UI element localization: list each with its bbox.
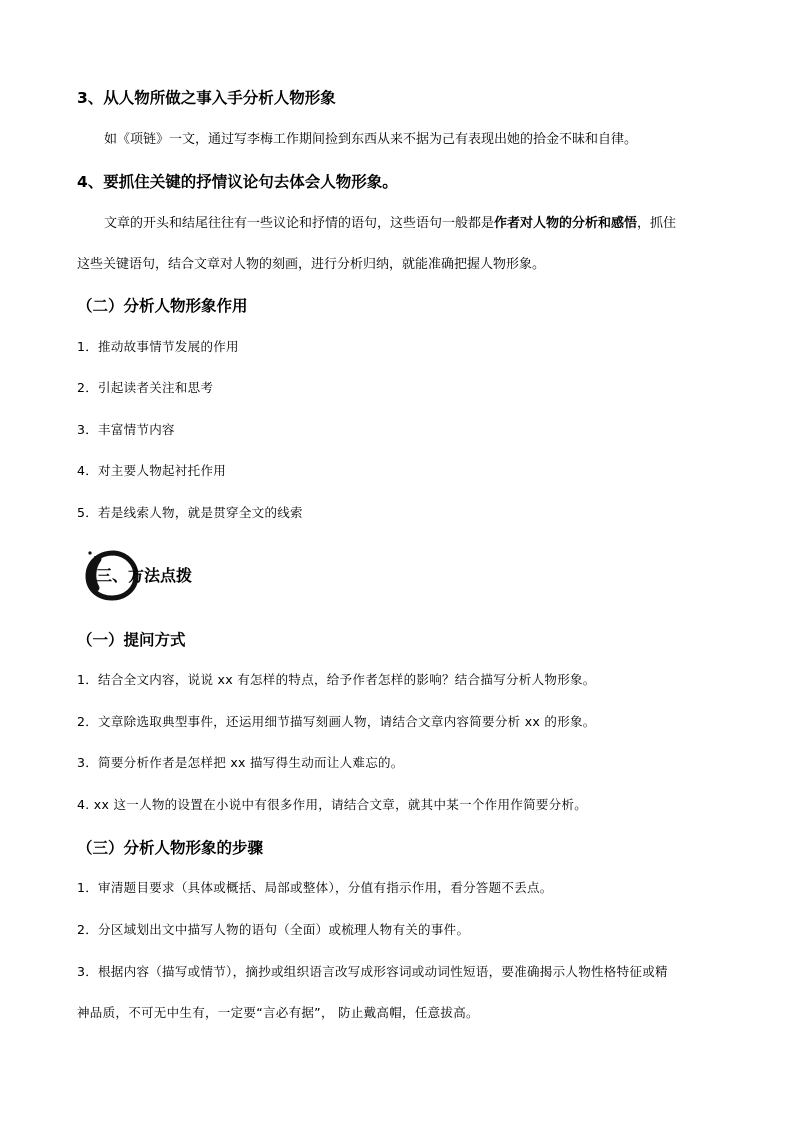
step-item-continuation: 神品质，不可无中生有，一定要“言必有据”， 防止戴高帽，任意拔高。 — [77, 1005, 479, 1020]
section4-line1-bold: 作者对人物的分析和感悟 — [494, 216, 638, 231]
role-item: 1．推动故事情节发展的作用 — [77, 339, 239, 354]
question-item: 1．结合全文内容，说说 xx 有怎样的特点，给予作者怎样的影响？结合描写分析人物形象。 — [77, 672, 596, 687]
step-item: 3．根据内容（描写或情节），摘抄或组织语言改写成形容词或动词性短语，要准确揭示人物性格特征或精 — [77, 964, 668, 979]
methods-badge-label: 三、 — [96, 566, 129, 585]
methods-title-block — [96, 563, 192, 586]
section3-heading: 3、从人物所做之事入手分析人物形象 — [77, 89, 336, 107]
question-item: 4. xx 这一人物的设置在小说中有很多作用，请结合文章，就其中某一个作用作简要分析。 — [77, 797, 588, 812]
question-item: 3．简要分析作者是怎样把 xx 描写得生动而让人难忘的。 — [77, 755, 404, 770]
section4-heading: 4、要抓住关键的抒情议论句去体会人物形象。 — [77, 173, 398, 191]
role-item: 3．丰富情节内容 — [77, 422, 175, 437]
question-item: 2．文章除选取典型事件，还运用细节描写刻画人物，请结合文章内容简要分析 xx 的形象。 — [77, 714, 596, 729]
section4-line1-post: ，抓住 — [637, 216, 677, 231]
section3-text: 如《项链》一文，通过写李梅工作期间捡到东西从来不据为己有表现出她的拾金不昧和自律。 — [104, 132, 638, 147]
steps-heading: （三）分析人物形象的步骤 — [77, 839, 264, 857]
step-item: 2．分区域划出文中描写人物的语句（全面）或梳理人物有关的事件。 — [77, 922, 470, 937]
role-item: 5．若是线索人物，就是贯穿全文的线索 — [77, 505, 303, 520]
role-item: 4．对主要人物起衬托作用 — [77, 463, 227, 478]
step-item: 1．审清题目要求（具体或概括、局部或整体），分值有指示作用，看分答题不丢点。 — [77, 880, 553, 895]
section4-paragraph-line1 — [104, 212, 676, 231]
methods-title: 方法点拨 — [128, 566, 193, 585]
section4-line1-pre: 文章的开头和结尾往往有一些议论和抒情的语句，这些语句一般都是 — [104, 216, 495, 231]
role-heading: （二）分析人物形象作用 — [77, 297, 248, 315]
section4-paragraph-line2: 这些关键语句，结合文章对人物的刻画，进行分析归纳，就能准确把握人物形象。 — [77, 257, 546, 272]
role-item: 2．引起读者关注和思考 — [77, 380, 214, 395]
questions-heading: （一）提问方式 — [77, 631, 186, 649]
